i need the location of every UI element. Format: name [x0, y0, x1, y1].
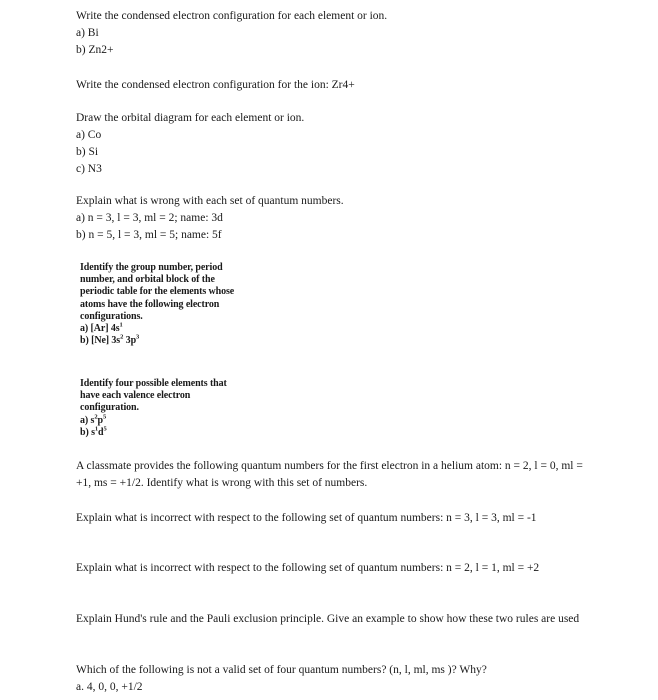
question-5-line-5: configurations. — [80, 310, 143, 322]
question-7 — [76, 458, 596, 492]
question-10-text: Explain Hund's rule and the Pauli exclusion principle. Give an example to show how these two rules are used — [76, 613, 580, 625]
question-9-text: Explain what is incorrect with respect to the following set of quantum numbers: n = 2, l = 1, ml = +2 — [76, 562, 540, 574]
question-11 — [76, 662, 487, 696]
question-8-text: Explain what is incorrect with respect to the following set of quantum numbers: n = 3, l = 3, ml = -1 — [76, 512, 537, 524]
question-4-item-a: a) n = 3, l = 3, ml = 2; name: 3d — [76, 212, 223, 224]
question-3 — [76, 110, 304, 178]
question-3-item-c: c) N3 — [76, 163, 102, 175]
question-11-item-a: a. 4, 0, 0, +1/2 — [76, 681, 143, 693]
question-1-item-a: a) Bi — [76, 27, 99, 39]
question-6-line-2: have each valence electron — [80, 390, 191, 402]
question-9 — [76, 560, 596, 577]
question-6-item-b: b) $s^1d^5$ — [80, 425, 107, 438]
question-5 — [80, 262, 234, 347]
question-6-line-3: configuration. — [80, 402, 139, 414]
question-2-title: Write the condensed electron configuration for the ion: Zr4+ — [76, 79, 355, 91]
question-1 — [76, 8, 387, 59]
question-3-title: Draw the orbital diagram for each element or ion. — [76, 112, 305, 124]
question-10 — [76, 611, 596, 628]
question-5-line-3: periodic table for the elements whose — [80, 286, 235, 298]
question-3-item-b: b) Si — [76, 146, 99, 158]
question-4-title: Explain what is wrong with each set of quantum numbers. — [76, 195, 344, 207]
question-3-item-a: a) Co — [76, 129, 102, 141]
question-6-item-a: a) $s^2p^5$ — [80, 413, 107, 426]
question-5-line-4: atoms have the following electron — [80, 298, 220, 310]
question-6 — [80, 378, 227, 439]
question-1-item-b: b) Zn2+ — [76, 44, 114, 56]
question-4-item-b: b) n = 5, l = 3, ml = 5; name: 5f — [76, 229, 222, 241]
question-5-item-a: a) [Ar] $4s^1$ — [80, 321, 123, 335]
question-6-line-1: Identify four possible elements that — [80, 378, 227, 389]
question-4 — [76, 193, 344, 244]
question-2 — [76, 77, 355, 94]
question-7-text: A classmate provides the following quantum numbers for the first electron in a helium atom: n = 2, l = 0, ml = +1, ms = +1/2. Identify what is wrong with this set of numbers. — [76, 460, 583, 489]
question-5-line-1: Identify the group number, period — [80, 262, 223, 273]
question-11-title: Which of the following is not a valid set of four quantum numbers? (n, l, ml, ms )? Why? — [76, 664, 487, 676]
question-8 — [76, 510, 596, 527]
question-5-item-b: b) [Ne] $3s^2$ $3p^3$ — [80, 333, 140, 347]
question-1-title: Write the condensed electron configuration for each element or ion. — [76, 10, 388, 22]
question-5-line-2: number, and orbital block of the — [80, 274, 215, 286]
